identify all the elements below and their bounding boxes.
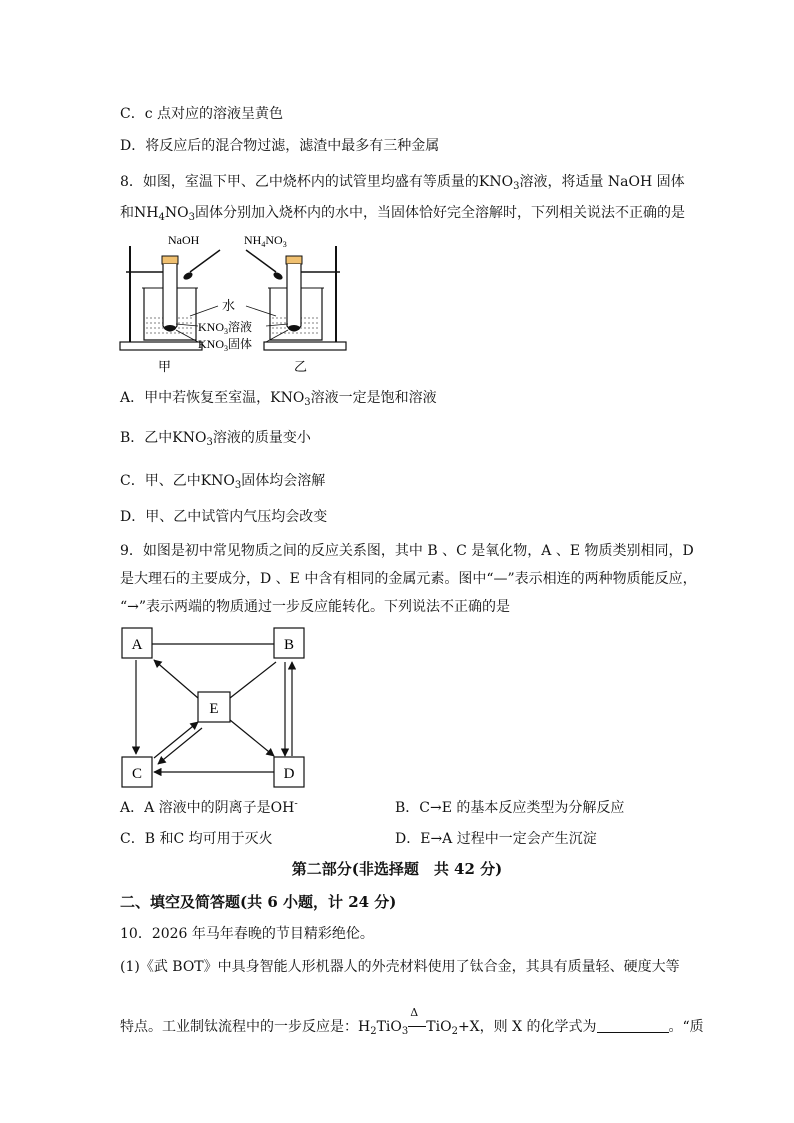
edge-c-to-e bbox=[154, 722, 198, 758]
q10-part1-line1: (1)《武 BOT》中具身智能人形机器人的外壳材料使用了钛合金，其具有质量轻、硬度大等 bbox=[120, 959, 680, 975]
q8-stem-line1: 8．如图，室温下甲、乙中烧杯内的试管里均盛有等质量的$KNO_3$溶液，将适量 NaOH 固体 bbox=[120, 174, 685, 192]
edge-e-to-a bbox=[154, 660, 198, 698]
q10-stem: 10．2026 年马年春晚的节目精彩绝伦。 bbox=[120, 926, 374, 942]
nh4no3-label: $NH_4NO_3$ bbox=[244, 233, 287, 249]
svg-text:B: B bbox=[283, 637, 295, 653]
q10-part1-line2: 特点。工业制钛流程中的一步反应是：$H_2TiO_3$ Δ TiO$_2$+X，则 X 的化学式为 。“质 bbox=[120, 1006, 704, 1037]
edge-e-b bbox=[230, 662, 276, 698]
edge-e-to-d bbox=[230, 720, 274, 756]
q8-option-d: D．甲、乙中试管内气压均会改变 bbox=[120, 509, 328, 525]
yi-label: 乙 bbox=[294, 359, 308, 374]
kno3-solution-label: $KNO_3$溶液 bbox=[198, 320, 253, 336]
left-test-tube bbox=[163, 264, 177, 331]
right-stopper bbox=[286, 256, 302, 264]
answer-blank[interactable] bbox=[597, 1018, 669, 1033]
q9-stem-line2: 是大理石的主要成分，D 、E 中含有相同的金属元素。图中“—”表示相连的两种物质能反应， bbox=[120, 571, 697, 587]
svg-text:E: E bbox=[209, 701, 219, 717]
q9-relation-diagram bbox=[118, 624, 312, 790]
q9-option-a: A．A 溶液中的阴离子是OH- bbox=[120, 798, 298, 816]
left-spoon bbox=[190, 250, 220, 272]
left-solid bbox=[164, 325, 176, 331]
left-stand-base bbox=[120, 342, 202, 350]
q9-option-d: D．E→A 过程中一定会产生沉淀 bbox=[395, 831, 597, 847]
left-stopper bbox=[162, 256, 178, 264]
q7-option-d: D．将反应后的混合物过滤，滤渣中最多有三种金属 bbox=[120, 138, 440, 154]
part2-title: 第二部分(非选择题 共 42 分) bbox=[291, 860, 503, 878]
svg-text:C: C bbox=[131, 766, 143, 782]
heat-arrow: Δ bbox=[408, 1017, 426, 1037]
svg-text:A: A bbox=[131, 637, 143, 653]
q9-stem-line1: 9．如图是初中常见物质之间的反应关系图，其中 B 、C 是氧化物，A 、E 物质类别相同，D bbox=[120, 543, 694, 559]
q8-option-c: C．甲、乙中$KNO_3$固体均会溶解 bbox=[120, 473, 326, 491]
q8-option-b: B．乙中$KNO_3$溶液的质量变小 bbox=[120, 430, 311, 448]
water-label: 水 bbox=[222, 298, 236, 313]
q8-stem-line2: 和$NH_4NO_3$固体分别加入烧杯内的水中，当固体恰好完全溶解时，下列相关说法不正确的是 bbox=[120, 205, 685, 223]
q9-stem-line3: “→”表示两端的物质通过一步反应能转化。下列说法不正确的是 bbox=[120, 599, 511, 615]
svg-text:D: D bbox=[283, 766, 295, 782]
right-stand-base bbox=[264, 342, 346, 350]
q8-option-a: A．甲中若恢复至室温，$KNO_3$溶液一定是饱和溶液 bbox=[120, 390, 437, 408]
jia-label: 甲 bbox=[158, 359, 172, 374]
naoh-label: NaOH bbox=[168, 233, 200, 247]
q9-option-b: B．C→E 的基本反应类型为分解反应 bbox=[395, 800, 625, 816]
q8-apparatus-figure bbox=[118, 228, 348, 378]
q7-option-c: C．c 点对应的溶液呈黄色 bbox=[120, 106, 284, 122]
edge-e-to-c bbox=[158, 728, 202, 764]
kno3-solid-label: $KNO_3$固体 bbox=[198, 337, 253, 353]
right-spoon bbox=[246, 250, 276, 272]
q9-option-c: C．B 和C 均可用于灭火 bbox=[120, 831, 273, 847]
section-title: 二、填空及简答题(共 6 小题，计 24 分) bbox=[120, 893, 397, 911]
right-test-tube bbox=[287, 264, 301, 331]
